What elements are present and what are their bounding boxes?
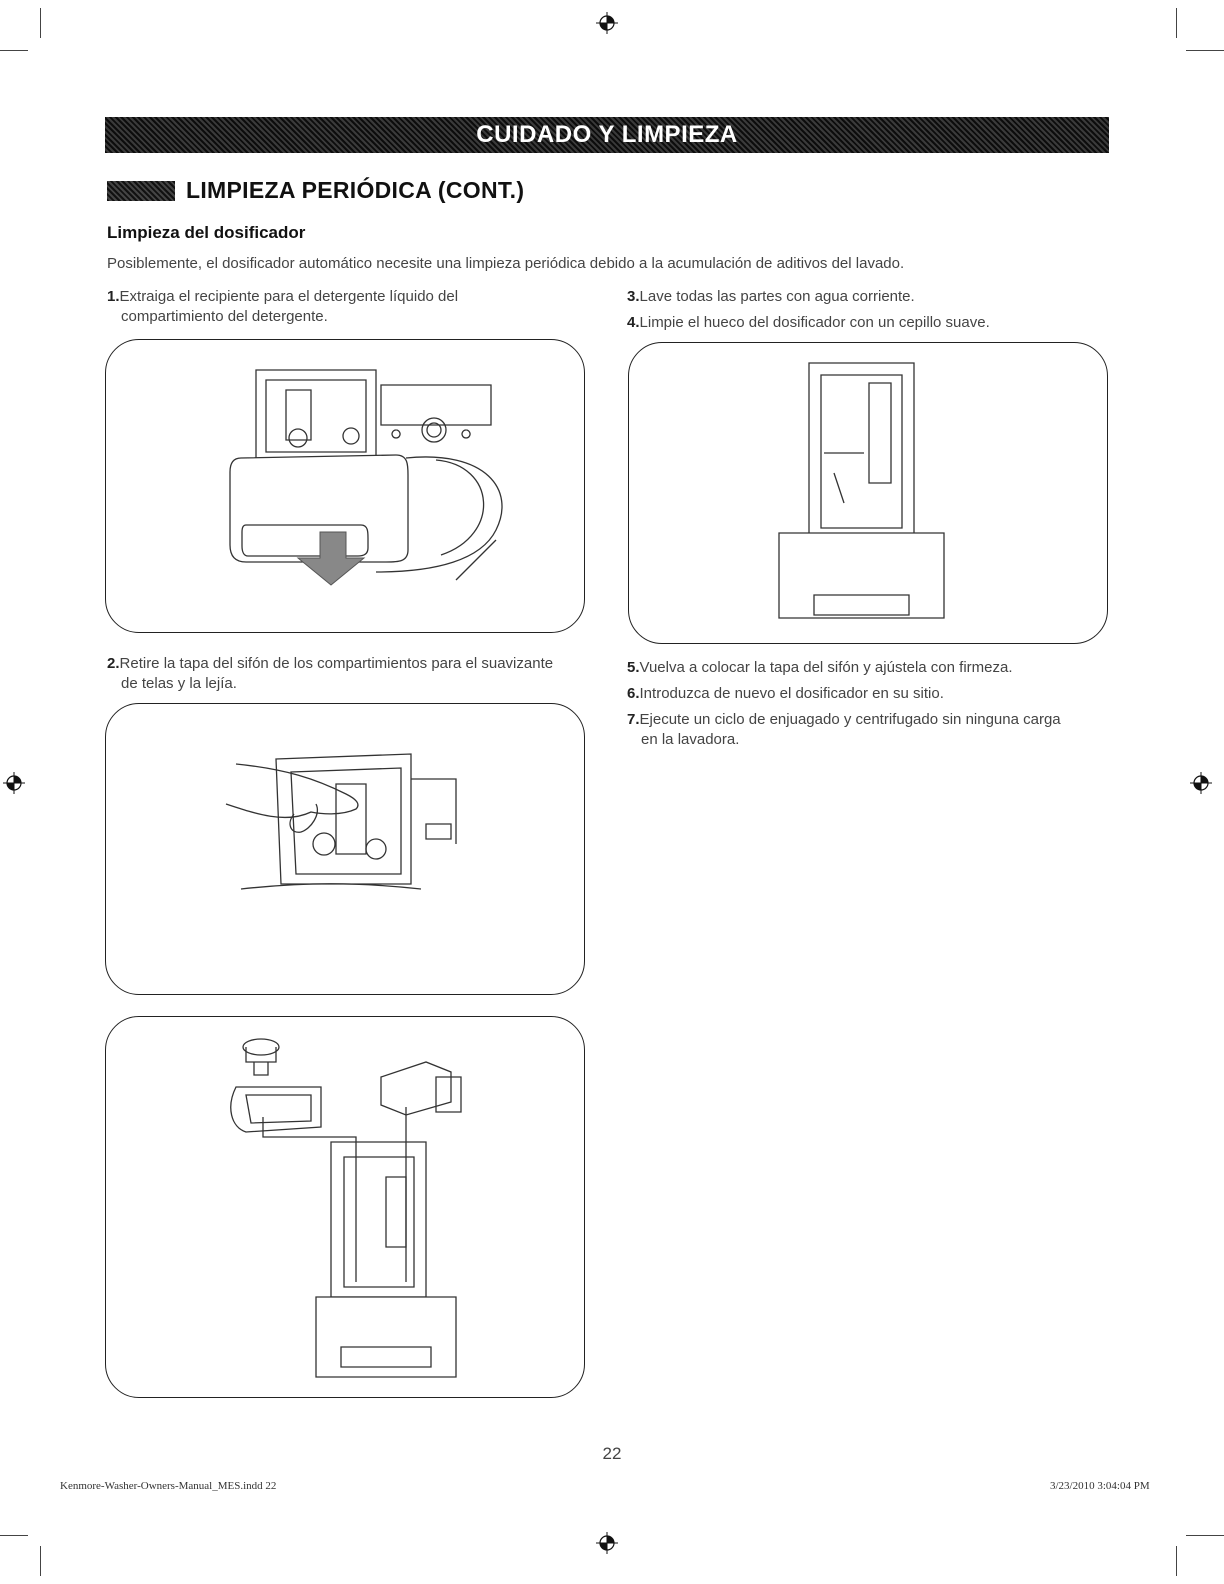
step-text: Extraiga el recipiente para el detergente líquido del (119, 288, 459, 305)
section-marker (107, 181, 175, 201)
dispenser-pull-out-illustration (106, 340, 584, 632)
step-text: en la lavadora. (641, 731, 740, 748)
step-3 (627, 287, 915, 307)
step-number: 2. (107, 655, 120, 672)
step-1 (107, 287, 458, 327)
step-text: Introduzca de nuevo el dosificador en su sitio. (639, 685, 944, 702)
crop-mark (1186, 50, 1224, 51)
step-number: 7. (627, 711, 640, 728)
footer-timestamp: 3/23/2010 3:04:04 PM (1050, 1480, 1150, 1492)
subheading: Limpieza del dosificador (107, 223, 306, 242)
crop-mark (0, 1535, 28, 1536)
dispenser-exploded-view-illustration (106, 1017, 584, 1397)
registration-mark-icon (596, 12, 618, 34)
step-text: Limpie el hueco del dosificador con un cepillo suave. (639, 314, 990, 331)
registration-mark-icon (3, 772, 25, 794)
registration-mark-icon (1190, 772, 1212, 794)
step-text: Ejecute un ciclo de enjuagado y centrifugado sin ninguna carga (639, 711, 1061, 728)
registration-mark-icon (596, 1532, 618, 1554)
chapter-title: CUIDADO Y LIMPIEZA (476, 121, 738, 148)
figure-clean-dispenser-recess (628, 342, 1108, 644)
step-number: 1. (107, 288, 120, 305)
crop-mark (0, 50, 28, 51)
figure-dispenser-parts (105, 1016, 585, 1398)
dispenser-housing-illustration (629, 343, 1107, 643)
page-number: 22 (602, 1444, 622, 1463)
step-text: Vuelva a colocar la tapa del sifón y ajústela con firmeza. (639, 659, 1013, 676)
chapter-banner (105, 117, 1109, 153)
intro-paragraph: Posiblemente, el dosificador automático necesite una limpieza periódica debido a la acumulación de aditivos del lavado. (107, 255, 905, 272)
figure-remove-detergent-tray (105, 339, 585, 633)
step-7 (627, 710, 1061, 750)
step-number: 3. (627, 288, 640, 305)
step-text: compartimiento del detergente. (121, 308, 328, 325)
step-text: Retire la tapa del sifón de los compartimientos para el suavizante (119, 655, 554, 672)
siphon-cap-removal-illustration (106, 704, 584, 994)
crop-mark (1186, 1535, 1224, 1536)
step-6 (627, 684, 944, 704)
step-2 (107, 654, 553, 694)
section-title: LIMPIEZA PERIÓDICA (CONT.) (186, 177, 525, 203)
step-text: de telas y la lejía. (121, 675, 237, 692)
figure-remove-siphon-cap (105, 703, 585, 995)
crop-mark (1176, 8, 1177, 38)
step-number: 5. (627, 659, 640, 676)
crop-mark (40, 8, 41, 38)
footer-filename: Kenmore-Washer-Owners-Manual_MES.indd 22 (60, 1480, 277, 1492)
step-5 (627, 658, 1013, 678)
step-number: 6. (627, 685, 640, 702)
step-number: 4. (627, 314, 640, 331)
step-text: Lave todas las partes con agua corriente. (639, 288, 915, 305)
crop-mark (40, 1546, 41, 1576)
step-4 (627, 313, 990, 333)
crop-mark (1176, 1546, 1177, 1576)
